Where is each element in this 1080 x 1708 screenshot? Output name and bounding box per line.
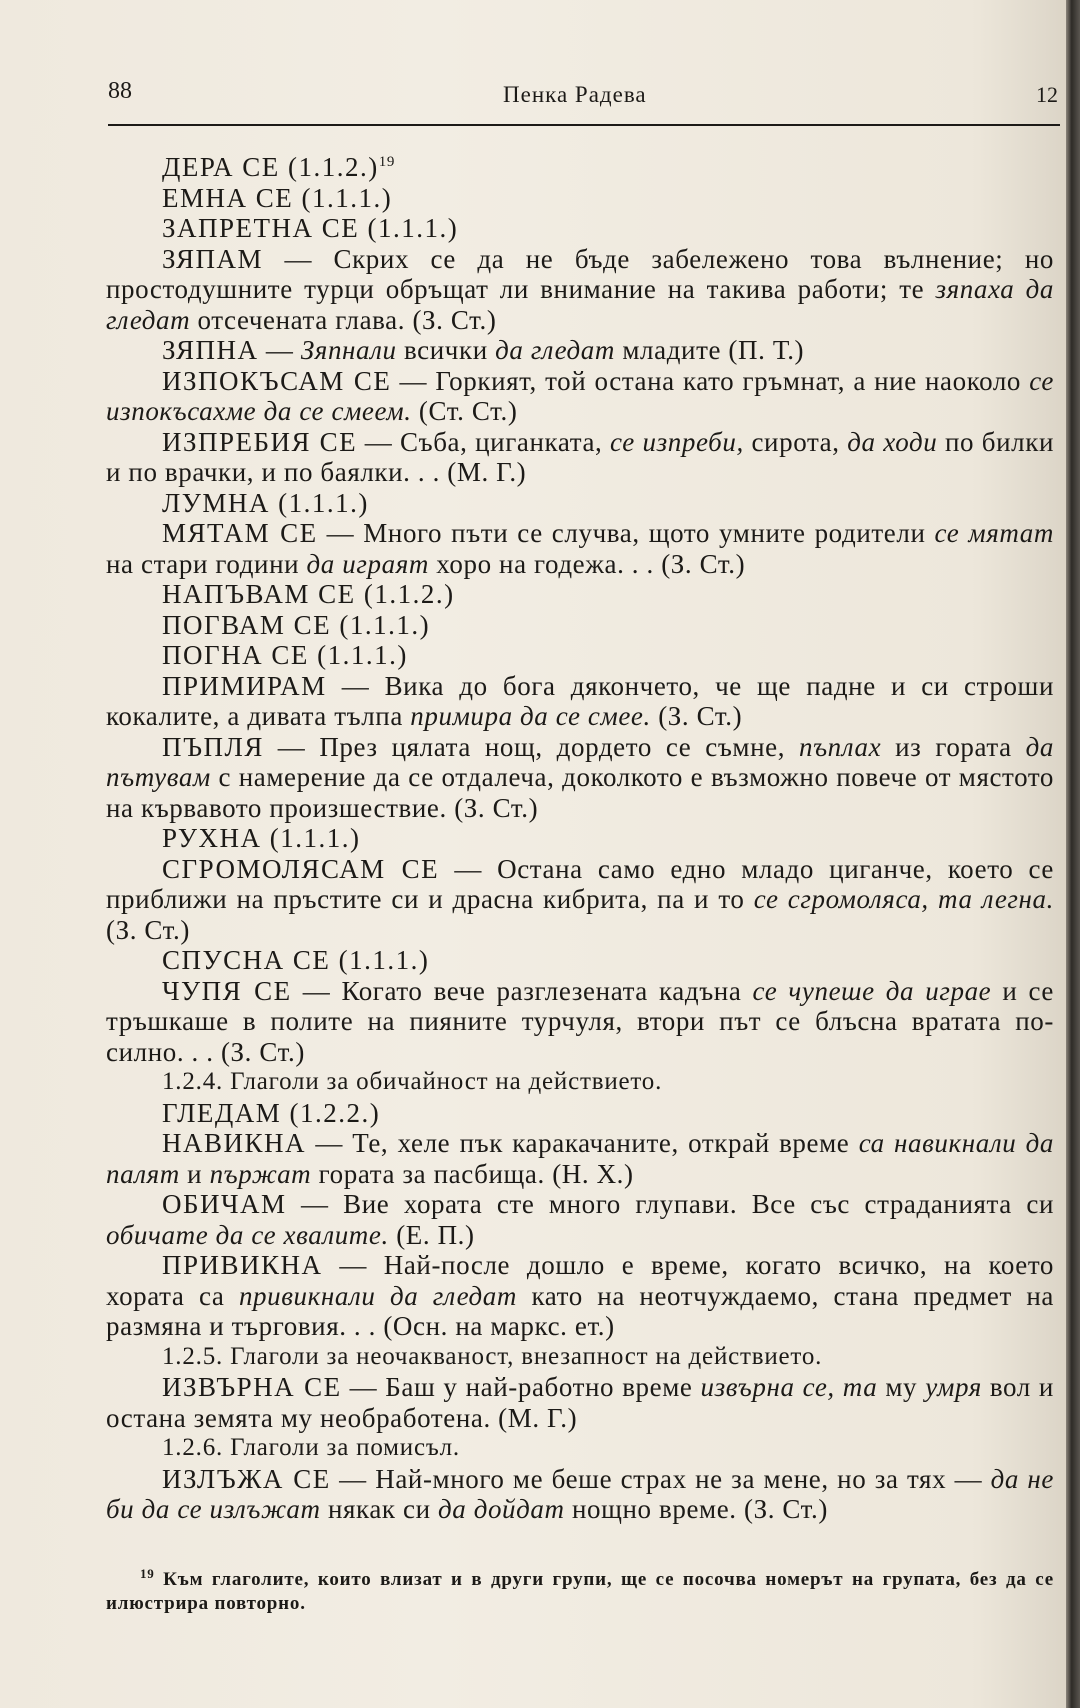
example-text: сирота, xyxy=(743,426,848,457)
entry-headword: ЗАПРЕТНА СЕ (1.1.1.) xyxy=(162,213,459,243)
dictionary-entry xyxy=(106,244,1054,336)
example-text: — Остана само едно младо циганче, което се приближи на пръстите си и драсна кибрита, па и то xyxy=(106,853,1054,914)
example-italic: да гледат xyxy=(495,335,616,365)
facing-page-number: 12 xyxy=(1036,82,1058,107)
example-text: — Горкият, той остана като гръмнат, а ние наоколо xyxy=(391,365,1030,396)
header-rule xyxy=(108,124,1060,126)
example-text: — През цялата нощ, дордето се съмне, xyxy=(263,731,799,762)
footnote-reference: 19 xyxy=(378,154,395,170)
example-text: му xyxy=(877,1372,926,1402)
example-text: — xyxy=(258,335,301,365)
example-text: младите (П. Т.) xyxy=(615,335,805,365)
footnote-text: Към глаголите, които влизат и в други групи, ще се посочва номерът на групата, без да се илюстрира повторно. xyxy=(106,1569,1054,1614)
example-italic: пържат xyxy=(209,1158,312,1189)
entry-headword: РУХНА (1.1.1.) xyxy=(162,823,361,853)
example-text: нощно време. (З. Ст.) xyxy=(564,1494,828,1524)
entry-headword: ИЗЛЪЖА СЕ xyxy=(162,1463,331,1494)
dictionary-entry xyxy=(106,640,1054,671)
section-heading: 1.2.6. Глаголи за помисъл. xyxy=(162,1434,460,1461)
dictionary-entry xyxy=(106,366,1054,427)
example-italic: се изпокъсахме да се смеем. xyxy=(106,365,1054,426)
entry-headword: ЧУПЯ СЕ xyxy=(162,975,292,1006)
dictionary-entry xyxy=(106,671,1054,732)
dictionary-entries xyxy=(106,152,1054,1525)
example-text: — Вие хората сте много глупави. Все със страданията си xyxy=(286,1189,1054,1219)
dictionary-entry xyxy=(106,610,1054,641)
example-italic: са навикнали да палят xyxy=(106,1128,1055,1189)
example-text: отсечената глава. (З. Ст.) xyxy=(190,304,497,335)
dictionary-entry xyxy=(106,1098,1054,1129)
footnote-number: 19 xyxy=(140,1566,155,1581)
example-text: (Ст. Ст.) xyxy=(411,396,518,426)
entry-headword: ИЗВЪРНА СЕ xyxy=(162,1372,342,1402)
entry-headword: ГЛЕДАМ (1.2.2.) xyxy=(162,1097,381,1128)
example-italic: да дойдат xyxy=(437,1494,565,1524)
example-text: всички xyxy=(396,335,496,365)
dictionary-entry xyxy=(106,945,1054,976)
example-italic: пъплах xyxy=(798,731,882,762)
entry-headword: ИЗПОКЪСАМ СЕ xyxy=(162,365,392,396)
example-text: някак си xyxy=(320,1494,438,1524)
book-spine-edge xyxy=(1066,0,1080,1708)
example-italic: Зяпнали xyxy=(300,335,397,365)
dictionary-entry xyxy=(106,335,1054,366)
example-text: и xyxy=(179,1158,210,1189)
dictionary-entry xyxy=(106,152,1054,183)
example-text: (З. Ст.) xyxy=(650,701,743,731)
example-text: — Най-после дошло е време, когато всичко, на което хората са xyxy=(106,1250,1054,1311)
example-text: по билки и по врачки, и по баялки. . . (М. Г.) xyxy=(106,426,1055,487)
entry-headword: НАВИКНА xyxy=(162,1128,307,1158)
example-italic: да не би да се излъжат xyxy=(106,1463,1055,1524)
example-text: като на неотчуждаемо, стана предмет на размяна и търговия. . . (Осн. на маркс. ет.) xyxy=(106,1280,1054,1341)
example-text: (Е. П.) xyxy=(388,1219,475,1250)
entry-headword: ЕМНА СЕ (1.1.1.) xyxy=(162,182,393,213)
running-title: Пенка Радева xyxy=(503,82,647,107)
entry-headword: ДЕРА СЕ (1.1.2.) xyxy=(162,152,379,182)
entry-headword: ЛУМНА (1.1.1.) xyxy=(162,487,369,518)
example-italic: се изпреби, xyxy=(610,426,744,457)
example-italic: се чупеше да играе xyxy=(752,975,992,1006)
example-text: и се тръшкаше в полите на пияните турчуля, втори път се блъсна вратата по-силно. . . (З. Ст.) xyxy=(106,975,1054,1067)
example-text: на стари години xyxy=(106,548,307,579)
example-italic: обичате да се хвалите. xyxy=(106,1219,389,1250)
dictionary-entry xyxy=(106,518,1054,579)
dictionary-entry xyxy=(106,823,1054,854)
dictionary-entry xyxy=(106,1372,1054,1433)
example-text: с намерение да се отдалеча, доколкото е възможно повече от мястото на кървавото произшествие. (З. Ст.) xyxy=(106,762,1054,823)
example-text: — Баш у най-работно време xyxy=(341,1372,701,1402)
example-text: гората за пасбища. (Н. Х.) xyxy=(311,1158,634,1189)
dictionary-entry xyxy=(106,1128,1054,1189)
page-header xyxy=(108,78,1066,118)
example-text: — Когато вече разглезената кадъна xyxy=(291,975,753,1006)
example-text: (З. Ст.) xyxy=(106,914,190,945)
dictionary-entry xyxy=(106,579,1054,610)
entry-headword: ПОГНА СЕ (1.1.1.) xyxy=(162,640,408,670)
entry-headword: СГРОМОЛЯСАМ СЕ xyxy=(162,853,440,884)
entry-headword: ОБИЧАМ xyxy=(162,1189,287,1219)
example-italic: да пътувам xyxy=(106,731,1054,792)
example-text: вол и остана земята му необработена. (М. Г.) xyxy=(106,1372,1054,1433)
entry-headword: ЗЯПАМ xyxy=(162,243,264,274)
section-heading: 1.2.5. Глаголи за неочакваност, внезапност на действието. xyxy=(162,1342,823,1370)
example-text: — Най-много ме беше страх не за мене, но за тях — xyxy=(330,1463,991,1494)
entry-headword: ПОГВАМ СЕ (1.1.1.) xyxy=(162,609,431,640)
entry-headword: НАПЪВАМ СЕ (1.1.2.) xyxy=(162,579,455,609)
dictionary-entry xyxy=(106,1250,1054,1342)
example-italic: да играят xyxy=(306,548,429,579)
entry-headword: ПРИМИРАМ xyxy=(162,670,327,701)
footnote xyxy=(106,1568,1054,1616)
example-text: — Вика до бога дякончето, че ще падне и си строши кокалите, а дивата тълпа xyxy=(106,670,1054,731)
dictionary-entry xyxy=(106,1464,1054,1525)
dictionary-entry xyxy=(106,427,1054,488)
entry-headword: ЗЯПНА xyxy=(162,335,259,365)
entry-headword: ПЪПЛЯ xyxy=(162,731,264,762)
example-italic: привикнали да гледат xyxy=(238,1280,517,1311)
example-italic: да ходи xyxy=(847,426,938,457)
example-text: — Те, хеле пък каракачаните, открай време xyxy=(306,1128,859,1158)
entry-headword: СПУСНА СЕ (1.1.1.) xyxy=(162,945,430,975)
example-text: хоро на годежа. . . (З. Ст.) xyxy=(428,548,746,579)
section-heading: 1.2.4. Глаголи за обичайност на действието. xyxy=(162,1068,663,1095)
example-italic: зяпаха да гледат xyxy=(106,274,1054,335)
dictionary-entry xyxy=(106,976,1054,1068)
dictionary-entry xyxy=(106,732,1054,824)
example-text: — Скрих се да не бъде забележено това вълнение; но простодушните турци обръщат ли внимание на такива работи; те xyxy=(106,243,1054,304)
example-italic: се мятат xyxy=(934,518,1054,548)
entry-headword: МЯТАМ СЕ xyxy=(162,518,318,548)
example-italic: умря xyxy=(925,1372,982,1402)
example-text: — Съба, циганката, xyxy=(357,426,611,457)
dictionary-entry xyxy=(106,213,1054,244)
example-italic: примира да се смее. xyxy=(410,701,651,731)
dictionary-entry xyxy=(106,854,1054,946)
page-number: 88 xyxy=(108,78,132,104)
dictionary-entry xyxy=(106,488,1054,519)
dictionary-entry xyxy=(106,1189,1054,1250)
entry-headword: ПРИВИКНА xyxy=(162,1250,323,1280)
example-text: из гората xyxy=(881,731,1026,762)
example-italic: извърна се, та xyxy=(700,1372,878,1402)
dictionary-entry xyxy=(106,183,1054,214)
example-italic: се сгромоляса, та легна. xyxy=(753,884,1054,914)
entry-headword: ИЗПРЕБИЯ СЕ xyxy=(162,426,358,457)
example-text: — Много пъти се случва, щото умните родители xyxy=(317,518,935,548)
